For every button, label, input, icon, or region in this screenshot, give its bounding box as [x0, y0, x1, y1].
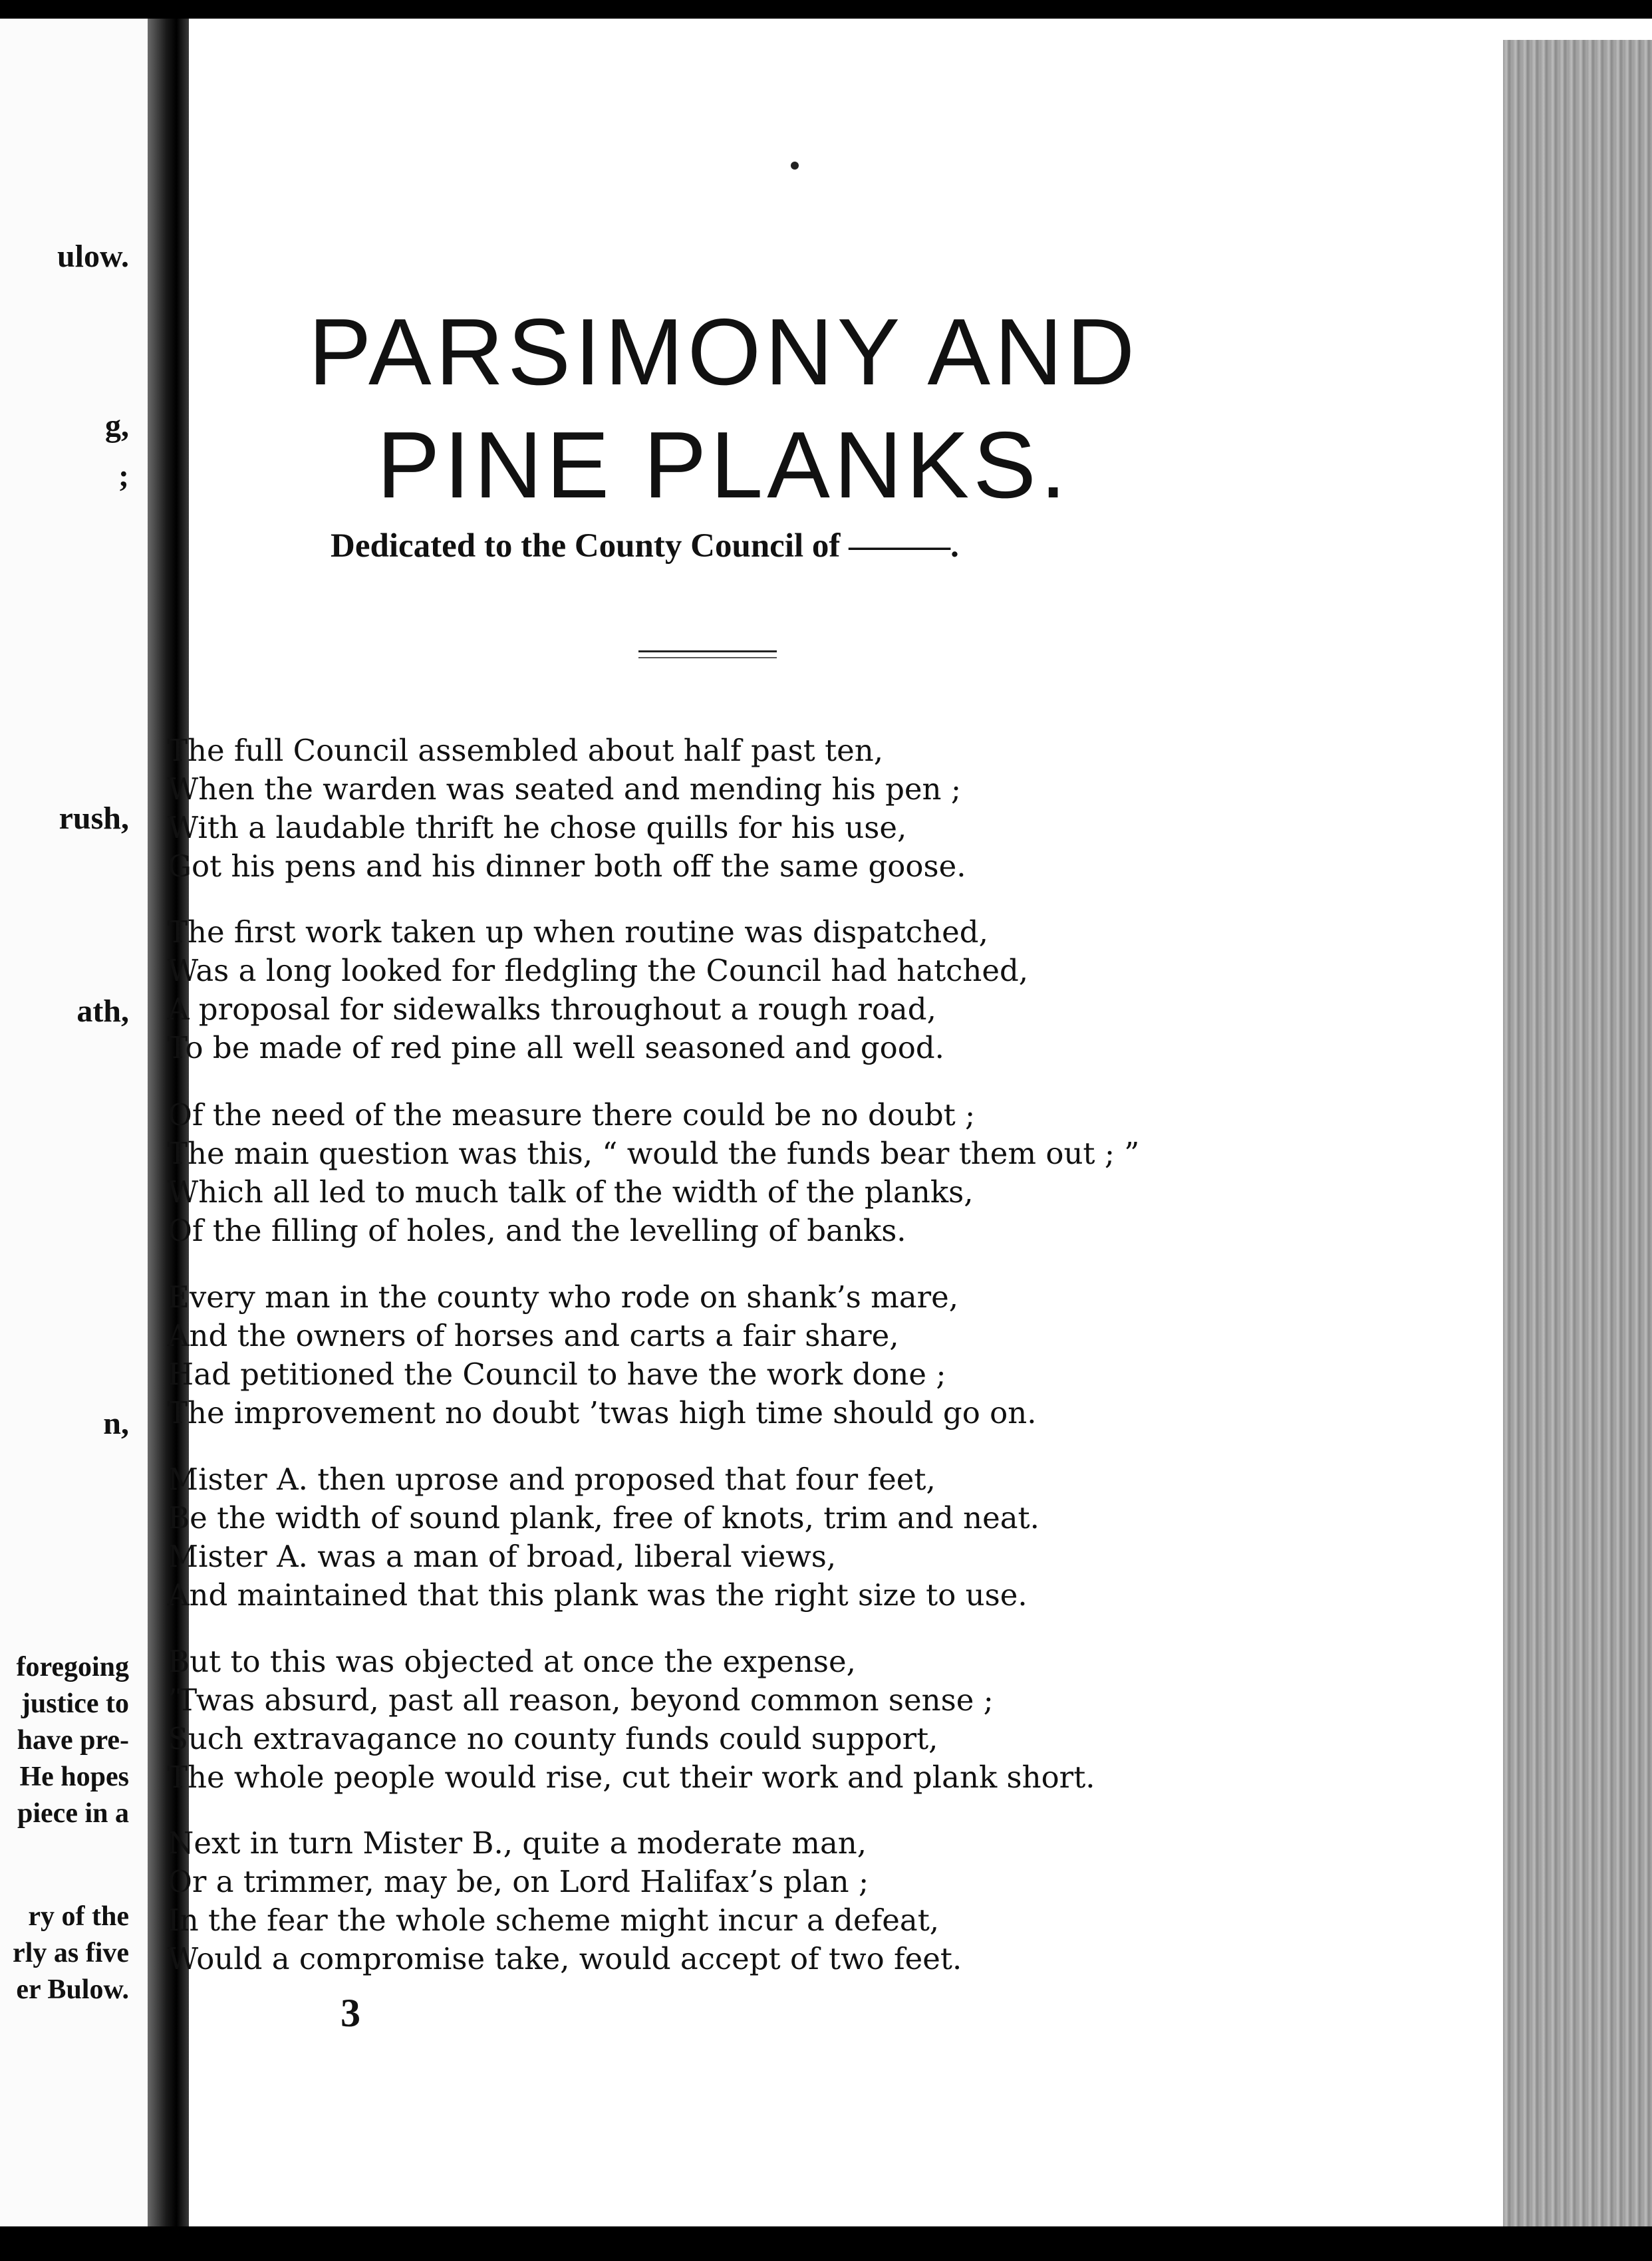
verse-line: To be made of red pine all well seasoned and good. — [168, 1030, 944, 1065]
facing-page-text: He hopes — [19, 1762, 129, 1792]
page-number: 3 — [341, 1991, 360, 2035]
verse-line: Of the need of the measure there could be no doubt ; — [168, 1097, 976, 1132]
verse-line: ’Twas absurd, past all reason, beyond common sense ; — [168, 1682, 994, 1718]
verse-line: And the owners of horses and carts a fair share, — [168, 1318, 899, 1353]
verse-line: Such extravagance no county funds could support, — [168, 1721, 938, 1756]
verse-line: Or a trimmer, may be, on Lord Halifax’s plan ; — [168, 1864, 869, 1899]
verse-line: Got his pens and his dinner both off the same goose. — [168, 849, 966, 884]
stanza — [168, 1460, 1039, 1615]
page-edges — [1503, 40, 1652, 2228]
verse-line: Of the filling of holes, and the levelling of banks. — [168, 1213, 906, 1248]
verse-line: The whole people would rise, cut their work and plank short. — [168, 1760, 1095, 1795]
verse-line: The improvement no doubt ’twas high time should go on. — [168, 1395, 1037, 1430]
facing-page-text: piece in a — [17, 1798, 129, 1829]
stanza — [168, 1643, 1095, 1797]
verse-line: Mister A. was a man of broad, liberal views, — [168, 1539, 837, 1574]
stanza — [168, 732, 966, 886]
verse-line: The main question was this, “ would the funds bear them out ; ” — [168, 1136, 1140, 1171]
facing-page-text: foregoing — [16, 1652, 129, 1682]
verse-line: Mister A. then uprose and proposed that four feet, — [168, 1462, 936, 1497]
dedication-line: Dedicated to the County Council of ———. — [331, 527, 959, 565]
stanza — [168, 1096, 1139, 1250]
verse-line: A proposal for sidewalks throughout a rough road, — [168, 992, 936, 1027]
verse-line: The full Council assembled about half past ten, — [168, 733, 884, 768]
facing-page-text: rly as five — [13, 1938, 129, 1968]
printer-dot — [791, 162, 799, 170]
section-divider — [638, 650, 777, 658]
verse-line: The first work taken up when routine was dispatched, — [168, 914, 988, 950]
facing-page-fragment — [0, 19, 148, 2226]
facing-page-text: ; — [118, 458, 129, 493]
verse-line: Was a long looked for fledgling the Council had hatched, — [168, 953, 1029, 988]
facing-page-text: ath, — [76, 994, 129, 1029]
verse-line: In the fear the whole scheme might incur a defeat, — [168, 1903, 940, 1938]
scan-top-edge — [0, 0, 1652, 19]
stanza — [168, 1824, 962, 1978]
verse-line: With a laudable thrift he chose quills for his use, — [168, 810, 907, 845]
facing-page-text: er Bulow. — [16, 1974, 129, 2005]
facing-page-text: have pre- — [17, 1725, 129, 1756]
stanza — [168, 913, 1028, 1067]
verse-line: And maintained that this plank was the right size to use. — [168, 1577, 1028, 1613]
verse-line: Had petitioned the Council to have the work done ; — [168, 1357, 946, 1392]
verse-line: Every man in the county who rode on shank’s mare, — [168, 1279, 959, 1315]
facing-page-text: g, — [105, 408, 129, 444]
verse-line: But to this was objected at once the expense, — [168, 1644, 856, 1679]
verse-line: Be the width of sound plank, free of knots, trim and neat. — [168, 1500, 1039, 1535]
facing-page-text: justice to — [21, 1688, 129, 1719]
facing-page-text: ulow. — [57, 239, 129, 274]
facing-page-text: rush, — [59, 801, 129, 836]
verse-line: Would a compromise take, would accept of two feet. — [168, 1941, 962, 1976]
facing-page-text: n, — [103, 1406, 129, 1441]
verse-line: Which all led to much talk of the width of the planks, — [168, 1174, 974, 1210]
verse-line: Next in turn Mister B., quite a moderate man, — [168, 1825, 867, 1861]
facing-page-text: ry of the — [28, 1901, 129, 1932]
verse-line: When the warden was seated and mending his pen ; — [168, 771, 962, 807]
stanza — [168, 1278, 1037, 1432]
poem-title: PARSIMONY AND PINE PLANKS. — [308, 299, 1139, 518]
scan-bottom-edge — [0, 2226, 1652, 2261]
